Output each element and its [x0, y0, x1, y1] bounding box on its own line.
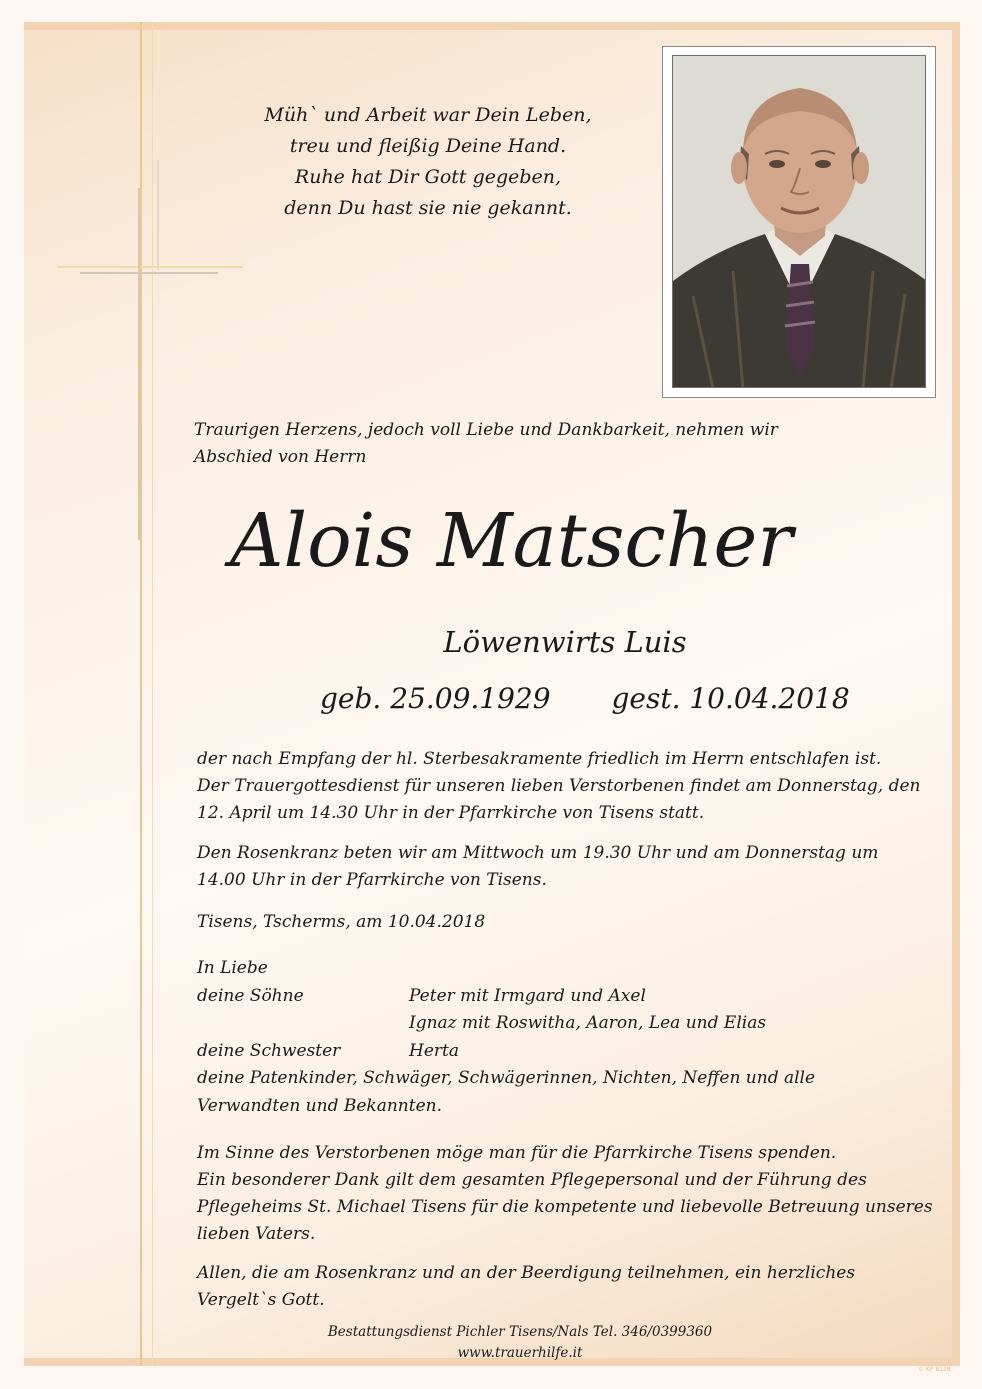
- life-dates: [320, 679, 850, 719]
- in-love-label: In Liebe: [197, 958, 268, 978]
- text-line: Der Trauergottesdienst für unseren lieben Verstorbenen findet am Donnerstag, den: [197, 776, 921, 796]
- relatives-line: deine Patenkinder, Schwäger, Schwägerinnen, Nichten, Neffen und alle: [197, 1068, 816, 1088]
- deceased-nickname: Löwenwirts Luis: [443, 625, 687, 659]
- text-line: Allen, die am Rosenkranz und an der Beerdigung teilnehmen, ein herzliches: [197, 1263, 856, 1283]
- portrait-illustration: [673, 56, 926, 388]
- gold-line: [140, 22, 142, 1366]
- text-line: Im Sinne des Verstorbenen möge man für die Pfarrkirche Tisens spenden.: [197, 1143, 837, 1163]
- poem: [240, 100, 616, 224]
- rosary-paragraph: [197, 840, 937, 894]
- text-line: 14.00 Uhr in der Pfarrkirche von Tisens.: [197, 870, 547, 890]
- place-date: Tisens, Tscherms, am 10.04.2018: [197, 912, 486, 932]
- cross-ornament-bar: [57, 266, 243, 268]
- footer: [300, 1322, 740, 1364]
- cross-ornament-stem: [157, 160, 159, 270]
- template-code: © KP 8128: [918, 1366, 951, 1373]
- intro-text: [194, 417, 834, 471]
- birth-date: geb. 25.09.1929: [320, 682, 551, 715]
- text-line: Pflegeheims St. Michael Tisens für die kompetente und liebevolle Betreuung unseres: [197, 1197, 933, 1217]
- intro-line: Traurigen Herzens, jedoch voll Liebe und Dankbarkeit, nehmen wir: [194, 420, 778, 440]
- text-line: lieben Vaters.: [197, 1224, 316, 1244]
- website-link[interactable]: www.trauerhilfe.it: [457, 1345, 583, 1361]
- poem-line: Ruhe hat Dir Gott gegeben,: [294, 166, 562, 188]
- text-line: Ein besonderer Dank gilt dem gesamten Pflegepersonal und der Führung des: [197, 1170, 867, 1190]
- sons-label: deine Söhne: [197, 985, 304, 1006]
- deceased-name: Alois Matscher: [230, 498, 793, 584]
- border-right: [952, 22, 960, 1366]
- sister-label: deine Schwester: [197, 1040, 341, 1061]
- sister-value: Herta: [409, 1040, 459, 1061]
- sons-value: Peter mit Irmgard und Axel: [409, 985, 646, 1006]
- poem-line: Müh` und Arbeit war Dein Leben,: [264, 104, 592, 126]
- relatives-line: Verwandten und Bekannten.: [197, 1095, 442, 1116]
- thanks-paragraph: [197, 1140, 937, 1248]
- undertaker-info: Bestattungsdienst Pichler Tisens/Nals Tel. 346/0399360: [327, 1324, 713, 1340]
- text-line: der nach Empfang der hl. Sterbesakramente friedlich im Herrn entschlafen ist.: [197, 749, 882, 769]
- portrait-photo: [672, 55, 926, 388]
- sons-value: Ignaz mit Roswitha, Aaron, Lea und Elias: [409, 1013, 767, 1033]
- poem-line: treu und fleißig Deine Hand.: [289, 135, 567, 157]
- closing-paragraph: [197, 1260, 937, 1314]
- poem-line: denn Du hast sie nie gekannt.: [284, 197, 572, 219]
- cross-icon-bar: [80, 272, 218, 274]
- cross-icon: [138, 188, 140, 540]
- funeral-paragraph: [197, 746, 937, 827]
- text-line: Vergelt`s Gott.: [197, 1290, 325, 1310]
- intro-line: Abschied von Herrn: [194, 447, 367, 467]
- text-line: 12. April um 14.30 Uhr in der Pfarrkirche von Tisens statt.: [197, 803, 705, 823]
- family-list: [197, 955, 937, 1120]
- gold-line: [152, 22, 153, 1366]
- death-date: gest. 10.04.2018: [611, 682, 850, 715]
- text-line: Den Rosenkranz beten wir am Mittwoch um 19.30 Uhr und am Donnerstag um: [197, 843, 879, 863]
- border-top: [24, 22, 960, 30]
